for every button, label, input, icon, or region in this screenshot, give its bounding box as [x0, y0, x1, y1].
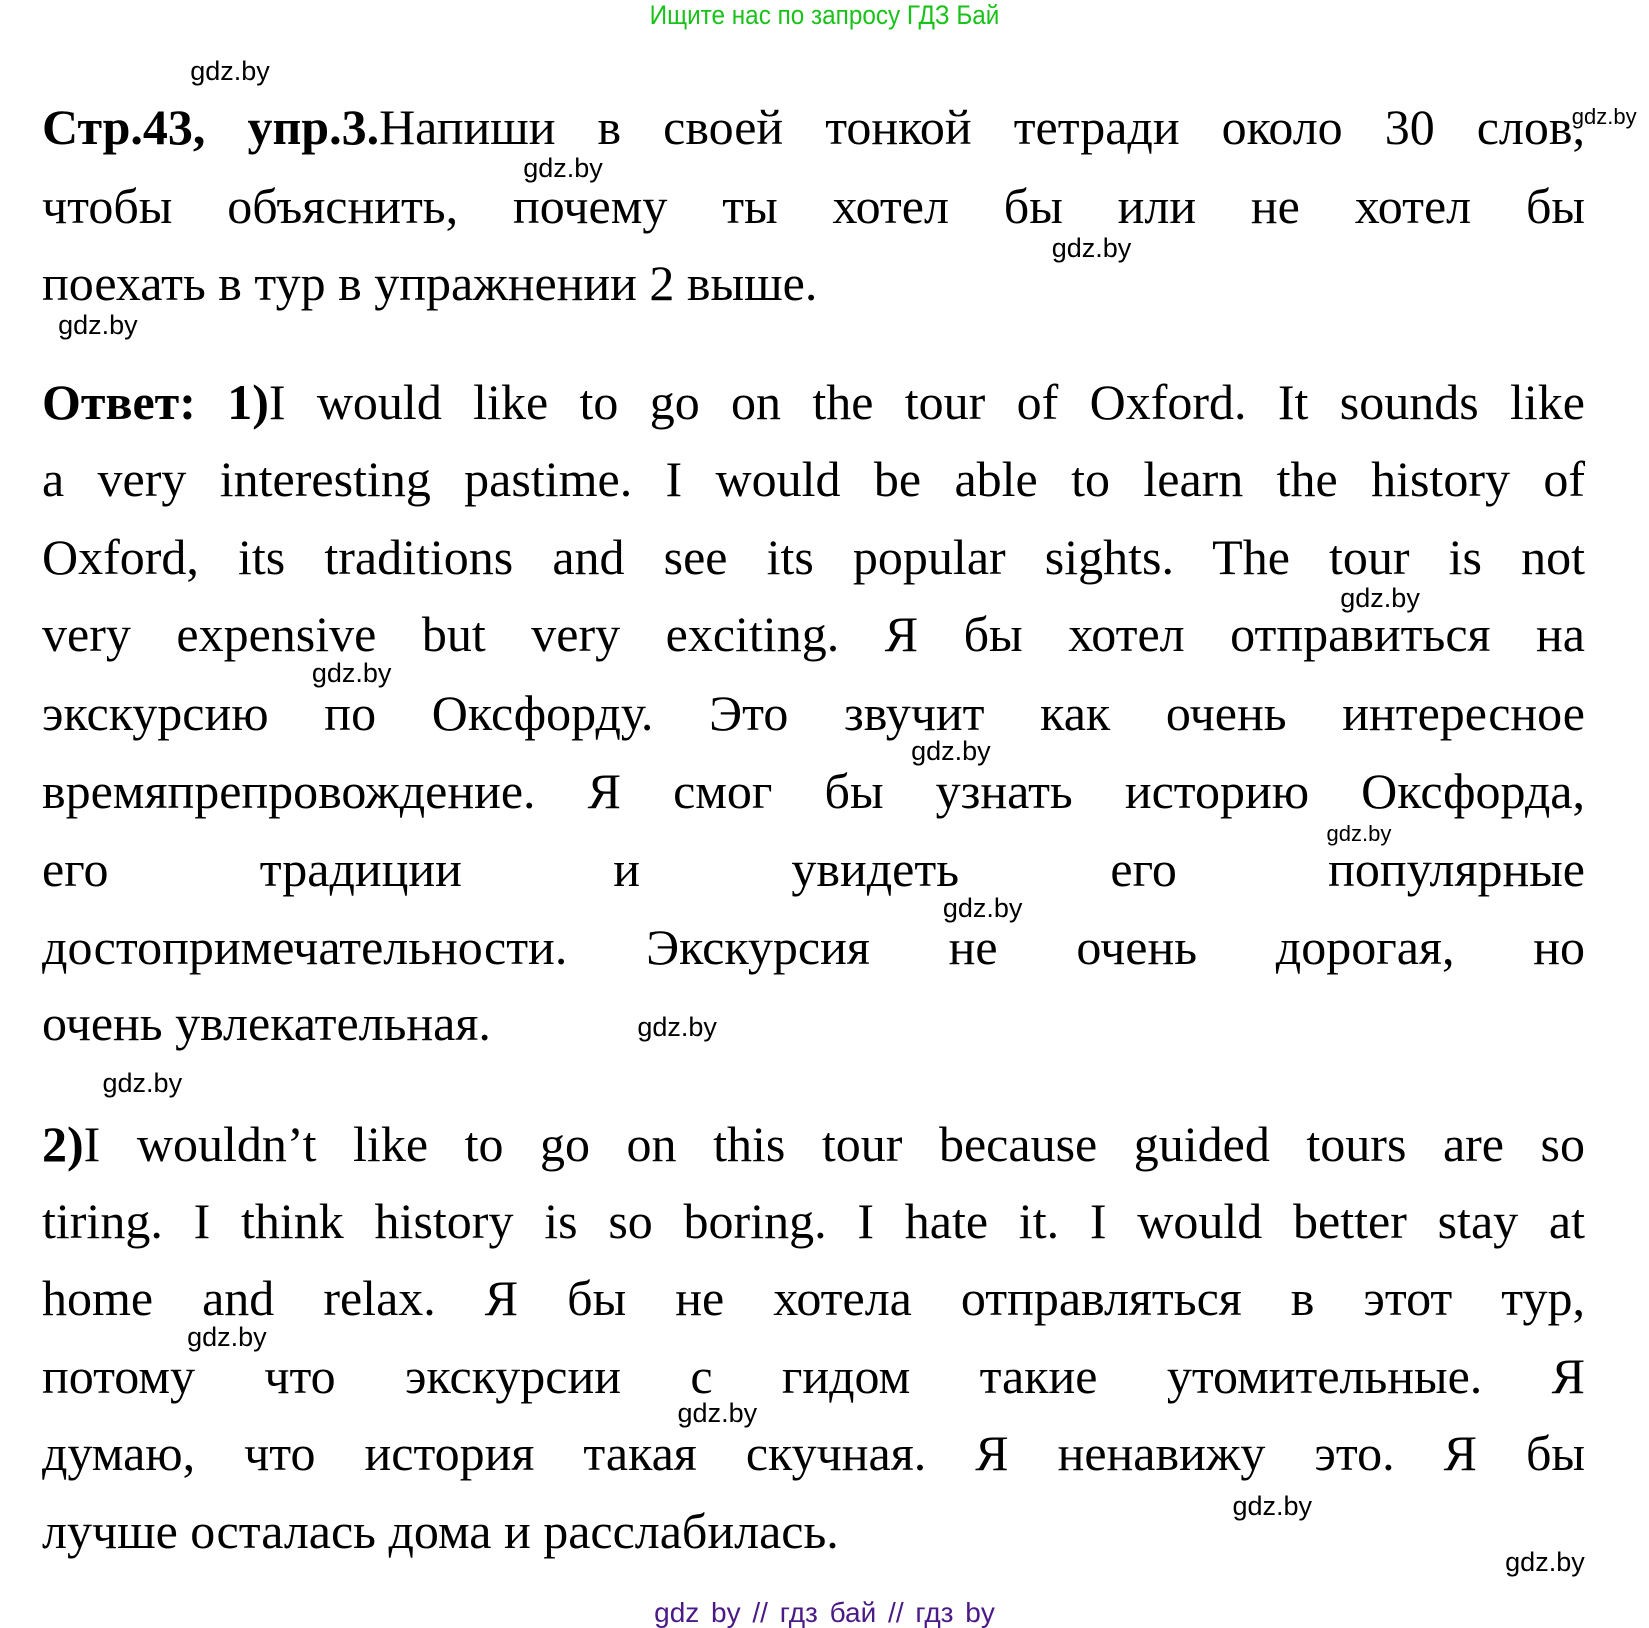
line-text: экскурсию по Оксфорду. Это звучит как очень интересное: [42, 685, 1585, 742]
line-text: a very interesting pastime. I would be able to learn the history of: [42, 450, 1585, 507]
line-text: думаю, что история такая скучная. Я ненавижу это. Я бы: [42, 1425, 1585, 1482]
line-text: времяпрепровождение. Я смог бы узнать историю Оксфорда,: [42, 762, 1585, 819]
line-text: чтобы объяснить, почему ты хотел бы или не хотел бы: [42, 178, 1585, 235]
watermark-text: gdz.by: [942, 893, 1023, 924]
line-text: Oxford, its traditions and see its popular sights. The tour is not: [42, 529, 1585, 586]
line-text: потому что экскурсии с гидом такие утомительные. Я: [42, 1348, 1585, 1405]
watermark-text: gdz.by: [1326, 821, 1392, 847]
line-text: его традиции и увидеть его популярные: [42, 840, 1585, 897]
line-text: очень увлекательная.: [42, 995, 491, 1052]
watermark-text: gdz.by: [187, 1322, 267, 1353]
bold-label: 2): [42, 1115, 84, 1172]
text-line: [42, 372, 1585, 432]
search-banner: Ищите нас по запросу ГДЗ Бай: [649, 0, 1000, 30]
line-text: tiring. I think history is so boring. I hate it. I would better stay at: [42, 1192, 1585, 1249]
watermark-text: gdz.by: [637, 1012, 717, 1043]
line-text: достопримечательности. Экскурсия не очень дорогая, но: [42, 919, 1585, 976]
line-text: I would like to go on the tour of Oxford. It sounds like: [268, 373, 1585, 430]
line-text: Напиши в своей тонкой тетради около 30 слов,: [379, 98, 1585, 155]
watermark-text: gdz.by: [1571, 104, 1637, 130]
watermark-text: gdz.by: [102, 1068, 183, 1099]
text-line: [42, 683, 1585, 743]
text-line: [42, 97, 1585, 157]
watermark-text: gdz.by: [1505, 1547, 1585, 1578]
text-line: [42, 1268, 1585, 1328]
text-line: [42, 253, 1585, 313]
watermark-text: gdz.by: [311, 658, 392, 689]
watermark-text: gdz.by: [911, 735, 991, 766]
text-line: [42, 1423, 1585, 1483]
text-line: [42, 1191, 1585, 1251]
text-line: [42, 1114, 1585, 1174]
line-text: поехать в тур в упражнении 2 выше.: [42, 255, 818, 312]
text-line: [42, 527, 1585, 587]
watermark-text: gdz.by: [58, 309, 138, 340]
text-line: [42, 917, 1585, 977]
text-line: [42, 449, 1585, 509]
watermark-text: gdz.by: [1051, 233, 1132, 264]
text-line: [42, 1501, 1585, 1561]
text-line: [42, 993, 1585, 1053]
watermark-text: gdz.by: [523, 153, 603, 184]
line-text: лучше осталась дома и расслабилась.: [42, 1502, 839, 1559]
watermark-text: gdz.by: [190, 55, 270, 86]
watermark-text: gdz.by: [1232, 1491, 1313, 1522]
watermark-text: gdz.by: [677, 1398, 758, 1429]
text-line: [42, 761, 1585, 821]
line-text: very expensive but very exciting. Я бы хотел отправиться на: [42, 606, 1585, 663]
text-line: [42, 1346, 1585, 1406]
footer-links: gdz by // гдз бай // гдз by: [654, 1597, 995, 1628]
bold-label: Ответ: 1): [42, 373, 269, 430]
watermark-text: gdz.by: [1340, 583, 1420, 614]
text-line: [42, 176, 1585, 236]
line-text: I wouldn’t like to go on this tour because guided tours are so: [83, 1115, 1585, 1172]
bold-label: Стр.43, упр.3.: [42, 98, 380, 155]
line-text: home and relax. Я бы не хотела отправляться в этот тур,: [42, 1269, 1585, 1326]
